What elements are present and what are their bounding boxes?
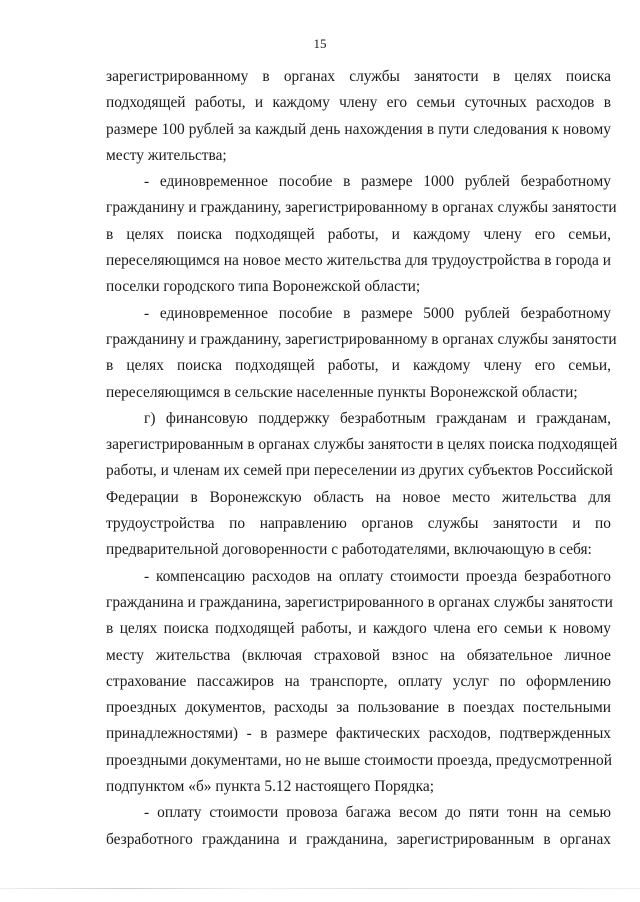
text-line: работы, и членам их семей при переселении из других субъектов Российской (106, 462, 613, 480)
text-line: подпунктом «б» пункта 5.12 настоящего Порядка; (106, 778, 434, 796)
text-line: гражданина и гражданина, зарегистрированного в органах службы занятости (106, 593, 613, 611)
text-line: гражданину и гражданину, зарегистрированному в органах службы занятости (106, 330, 617, 348)
text-line: проездными документами, но не выше стоимости проезда, предусмотренной (106, 751, 612, 769)
text-line: Федерации в Воронежскую область на новое место жительства для (106, 488, 611, 506)
text-line: - единовременное пособие в размере 5000 рублей безработному (144, 304, 611, 322)
page-number: 15 (313, 36, 327, 51)
document-body (106, 64, 618, 853)
text-line: месту жительства (включая страховой взнос на обязательное личное (106, 646, 611, 664)
text-line: трудоустройства по направлению органов службы занятости и по (106, 515, 611, 533)
text-line: зарегистрированному в органах службы занятости в целях поиска (106, 68, 611, 85)
text-line: г) финансовую поддержку безработным гражданам и гражданам, (144, 409, 611, 427)
text-line: в целях поиска подходящей работы, и каждому члену его семьи, (106, 225, 611, 243)
text-line: переселяющимся на новое место жительства для трудоустройства в города и (106, 252, 611, 270)
text-line: - оплату стоимости провоза багажа весом до пяти тонн на семью (144, 804, 611, 822)
text-line: предварительной договоренности с работодателями, включающую в себя: (106, 541, 592, 559)
text-line: поселки городского типа Воронежской области; (106, 278, 421, 296)
scan-edge-line (0, 888, 640, 889)
text-line: подходящей работы, и каждому члену его семьи суточных расходов в (106, 94, 611, 112)
text-line: страхование пассажиров на транспорте, оплату услуг по оформлению (106, 672, 611, 690)
text-line: - компенсацию расходов на оплату стоимости проезда безработного (144, 567, 611, 585)
text-line: гражданину и гражданину, зарегистрированному в органах службы занятости (106, 199, 617, 217)
text-line: принадлежностями) - в размере фактических расходов, подтвержденных (106, 725, 611, 743)
text-line: проездных документов, расходы за пользование в поездах постельными (106, 699, 611, 717)
text-line: в целях поиска подходящей работы, и каждого члена его семьи к новому (106, 620, 611, 638)
text-line: - единовременное пособие в размере 1000 рублей безработному (144, 173, 611, 191)
text-line: зарегистрированным в органах службы занятости в целях поиска подходящей (106, 436, 618, 454)
text-line: в целях поиска подходящей работы, и каждому члену его семьи, (106, 357, 611, 375)
text-line: размере 100 рублей за каждый день нахождения в пути следования к новому (106, 120, 611, 138)
text-line: переселяющимся в сельские населенные пункты Воронежской области; (106, 383, 578, 401)
text-line: месту жительства; (106, 146, 227, 164)
text-line: безработного гражданина и гражданина, зарегистрированным в органах (106, 830, 611, 848)
